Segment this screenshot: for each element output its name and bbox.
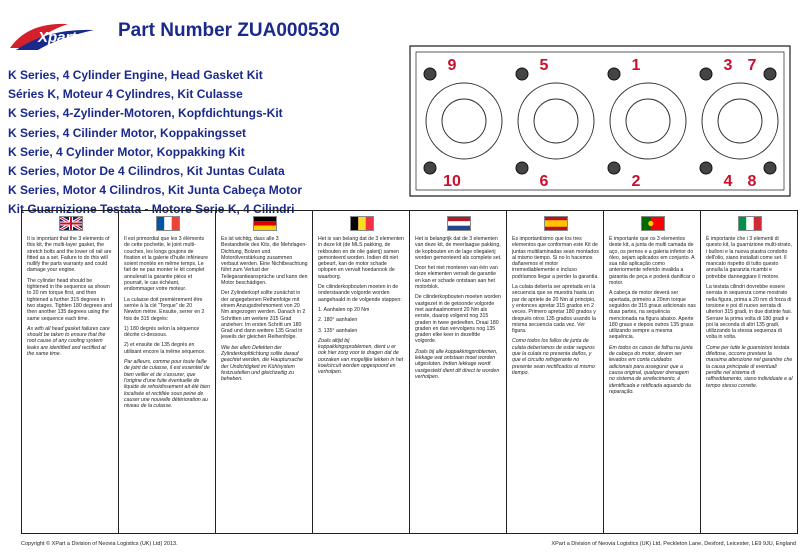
instruction-column (410, 211, 507, 533)
instruction-paragraph: Het is belangrijk dat de 3 elementen van deze kit, de meerlaagse pakking, de kopbouten en de lage oliegalerij worden gemonteerd als complete set. (415, 236, 502, 261)
instruction-paragraph: Es ist wichtig, dass alle 3 Bestandteile des Kits, die Mehrlagen-Dichtung, Bolzen und Motorölverstärkung zusammen verbaut werden. Eine Nichtbeachtung führt zum Verlust der Teilegarantieansprüche und kann den Motor beschädigen. (221, 236, 308, 287)
instruction-column (216, 211, 313, 533)
bolt-sequence-number: 10 (443, 173, 461, 190)
cylinder-head-diagram (404, 40, 796, 202)
head-bolt (424, 68, 436, 80)
head-bolt (424, 162, 436, 174)
instruction-column (701, 211, 797, 533)
title-en: K Series, 4 Cylinder Engine, Head Gasket Kit (8, 68, 263, 82)
instruction-columns (21, 210, 798, 534)
instruction-paragraph: 2) et ensuite de 135 degrés en utilisant encore la même séquence. (124, 342, 206, 355)
cylinder-bore-inner (442, 99, 486, 143)
cylinder-bore (518, 83, 594, 159)
head-bolt (764, 68, 776, 80)
it-flag-icon (738, 216, 762, 231)
es-flag-icon (544, 216, 568, 231)
instruction-column (604, 211, 701, 533)
bolt-sequence-number: 1 (631, 57, 641, 74)
title-es: K Series, Motor De 4 Cilindros, Kit Juntas Culata (8, 164, 285, 179)
instruction-paragraph: Zoals altijd bij koppakkingsproblemen, dient u er ook hier zorg voor te dragen dat de oorzaken van mogelijke lekken in het koelcircuit worden opgespoord en verholpen. (318, 337, 404, 376)
cylinder-bore-inner (534, 99, 578, 143)
instruction-paragraph: Door het niet monteren van één van deze elementen vervalt de garantie en kan er schade ontstaan aan het motorblok. (415, 265, 498, 291)
cylinder-bore (610, 83, 686, 159)
instruction-paragraph: Il est primordial que les 3 éléments de cette pochette, le joint multi-couches, les longs goujons de fixation et la galerie d'huile inférieure soient montés en même temps. Le fait de ne pas monter le kit complet annulerait la garantie pièce et pourrait, le cas échéant, endommager votre moteur. (124, 236, 209, 293)
instruction-column (119, 211, 216, 533)
bolt-sequence-number: 3 (723, 57, 733, 74)
cylinder-bore (702, 83, 778, 159)
de-flag-icon (253, 216, 277, 231)
bolt-sequence-number: 8 (747, 173, 757, 190)
instruction-paragraph: Wie bei allen Defekten der Zylinderkopfdichtung sollte darauf geachtet werden, die Hauptursache der Undichtigkeit im Kühlsystem festzustellen und gleichzeitig zu beheben. (221, 344, 303, 383)
instruction-column (22, 211, 119, 533)
instruction-paragraph: Come per tutte le guarnizioni testata difettose, occorre prestare la massima attenzione nel garantire che la causa principale di eventuali perdite nel sistema di raffreddamento, siano individuate e al tempo stesso corrette. (706, 344, 793, 389)
logo-text: Xpart (38, 29, 77, 46)
instruction-paragraph: De cilinderkopbouten moeten in de onderstaande volgorde worden aangehaald in de volgende stappen: (318, 284, 402, 303)
instruction-paragraph: É importante que os 3 elementos deste kit, a junta de multi camada de aço, os pernos e a galeria inferior do óleo, sejam aplicados em conjunto. A sua não aplicação como anteriormente referido invalida a garantia de peça e poderá danificar o motor. (609, 236, 695, 287)
instruction-paragraph: La testata cilindri dovrebbe essere serrata in sequenza come mostrato nella figura, prima a 20 nm di forza di torsione e poi di nuovo serrata di ulteriori 315 gradi, in due distinte fasi. Serrare la prima volta di 180 gradi e poi la seconda di altri 135 gradi, utilizzando la stessa sequenza di volta in volta. (706, 284, 792, 341)
cylinder-bore-inner (718, 99, 762, 143)
instruction-paragraph: Der Zylinderkopf sollte zunächst in der angegebenen Reihenfolge mit einem Anzugsdrehmoment von 20 Nm angezogen werden. Danach in 2 Schritten um weitere 315 Grad anziehen: Im ersten Schritt um 180 Grad und dann weitere 135 Grad in jeweils der gleichen Reihenfolge. (221, 290, 306, 341)
instruction-column (507, 211, 604, 533)
instruction-paragraph: De cilinderkopbouten moeten worden vastgezet in de getoonde volgorde met aanhaalmoment 20 Nm als eerste, daarop volgend nog 315 graden in twee gedeelten. Draai 180 graden en dan vervolgens nog 135 graden elke keer in dezelfde volgorde. (415, 294, 501, 345)
pt-flag-icon (641, 216, 665, 231)
instruction-paragraph: Zoals bij alle koppakkingproblemen, lekkage wat ontstaan moet worden uitgesloten. Indien lekkage wordt vastgesteld dient dit direct te worden verholpen. (415, 348, 500, 380)
head-bolt (608, 68, 620, 80)
bolt-sequence-number: 5 (539, 57, 549, 74)
instruction-paragraph: Par ailleurs, comme pour toute faille de joint de culasse, il est essentiel de bien veiller et de s'assurer, que l'origine d'une fuite éventuelle de liquide de refroidissement ait été bien localisée et rectifiée sous peine de causer une nouvelle détérioration au niveau de la culasse. (124, 359, 210, 410)
instruction-paragraph: È importante che i 3 elementi di questo kit, la guarnizione multi-strato, i bulloni e la nuova piastra condotto dell'olio, siano installati come set. Il mancato rispetto di tutto questo annulla la garanzia ricambi e potrebbe danneggiare il motore. (706, 236, 792, 280)
head-bolt (608, 162, 620, 174)
instruction-paragraph: The cylinder head should be tightened in the sequence as shown to 20 nm torque first, and then tightened a further 315 degrees in two stages. Tighten 180 degrees and then another 135 degrees using the same sequence each time. (27, 277, 113, 322)
title-fr: Séries K, Moteur 4 Cylindres, Kit Culasse (8, 87, 243, 102)
footer-copyright: Copyright © XPart a Division of Neovia Logistics (UK) Ltd) 2013. (21, 541, 178, 547)
fr-flag-icon (156, 216, 180, 231)
title-de: K Series, 4-Zylinder-Motoren, Kopfdichtungs-Kit (8, 106, 283, 121)
uk-flag-icon (59, 216, 83, 231)
bolt-sequence-number: 9 (447, 57, 457, 74)
title-it: Kit Guarnizione Testata - Motore Serie K, 4 Cilindri (8, 202, 295, 217)
cylinder-bore-inner (626, 99, 670, 143)
footer-address: XPart a Division of Neovia Logistics (UK) Ltd, Peckleton Lane, Desford, Leicester, LE9 9JU, England (551, 541, 796, 547)
bolt-sequence-number: 7 (747, 57, 757, 74)
instruction-paragraph: 1. Aanhalen op 20 Nm (318, 306, 370, 313)
kit-titles (8, 66, 388, 220)
instruction-paragraph: A cabeça de motor deverá ser apertada, primeiro a 20nm torque seguidos de 315 graus adicionais nas duas partes, na sequência mencionada na figura abaixo. Aperte 180 graus e depois outros 135 graus utilizando sempre a mesma sequência. (609, 290, 696, 341)
bolt-sequence-number: 6 (539, 173, 549, 190)
head-bolt (764, 162, 776, 174)
bolt-sequence-number: 2 (631, 173, 641, 190)
instruction-paragraph: La culata debería ser apretada en la secuencia que se muestra hasta un par de apriete de 20 Nm al principio, y entonces apretar 315 grados en 2 veces. Primero apretar 180 grados y después otros 135 grados usando la misma secuencia cada vez. Ver figura. (512, 284, 596, 335)
head-bolt (516, 68, 528, 80)
head-bolt (700, 68, 712, 80)
title-pt: K Series, Motor 4 Cilindros, Kit Junta Cabeça Motor (8, 183, 303, 198)
instruction-paragraph: La culasse doit premièrement être serrée à la clé "Torque" de 20 Newton mètre. Ensuite, serrer en 2 fois de 315 degrés: (124, 296, 205, 322)
xpart-logo (8, 18, 96, 52)
head-bolt (516, 162, 528, 174)
instruction-paragraph: It is important that the 3 elements of this kit, the multi-layer gasket, the stretch bolts and the lower oil rail are fitted as a set. Failure to do this will nullify the parts warranty and could damage your engine. (27, 236, 112, 274)
instruction-paragraph: Es importantísimo que los tres elementos que conforman este Kit de juntas multilaminadas sean montados al mismo tiempo. Si no lo hacemos dañaremos el motor irremediablemente e incluso podríamos llegar a perder la garantía. (512, 236, 599, 280)
part-number-title: Part Number ZUA000530 (118, 20, 340, 41)
instruction-paragraph: Em todos os casos de falha na junta de cabeça do motor, devem ser levados em conta cuidados adicionais para assegurar que a causa original, qualquer drenagem no sistema de arrefecimento, é identificada e retificada aquando da reparação. (609, 344, 693, 395)
instruction-column (313, 211, 410, 533)
instruction-paragraph: 3. 135° aanhalen (318, 327, 358, 334)
title-nl: K Serie, 4 Cylinder Motor, Koppakking Kit (8, 144, 245, 159)
head-bolt (700, 162, 712, 174)
nl-flag-icon (447, 216, 471, 231)
be-flag-icon (350, 216, 374, 231)
bolt-sequence-number: 4 (723, 173, 733, 190)
title-be: K Series, 4 Cilinder Motor, Koppakingsset (8, 125, 247, 140)
instruction-paragraph: As with all head gasket failures care should be taken to ensure that the root cause of any cooling system leaks are identified and rectified at the same time. (27, 325, 110, 358)
instruction-paragraph: Como todos los fallos de junta de culata deberíamos de estar seguros que la culata no presenta daños, y que el circuito refrigerante no presente sean rectificados al mismo tiempo. (512, 338, 595, 376)
instruction-paragraph: 2. 180° aanhalen (318, 317, 358, 324)
instruction-paragraph: 1) 180 degrés selon la séquence décrite ci-dessous. (124, 325, 200, 339)
instruction-paragraph: Het is van belang dat de 3 elementen in deze kit (de MLS pakking, de rekbouten en de olie galerij) samen gemonteerd worden. Indien dit niet gebeurt, kan de motor schade oplopen en vervalt hoedanook de waarborg. (318, 236, 404, 280)
cylinder-bore (426, 83, 502, 159)
